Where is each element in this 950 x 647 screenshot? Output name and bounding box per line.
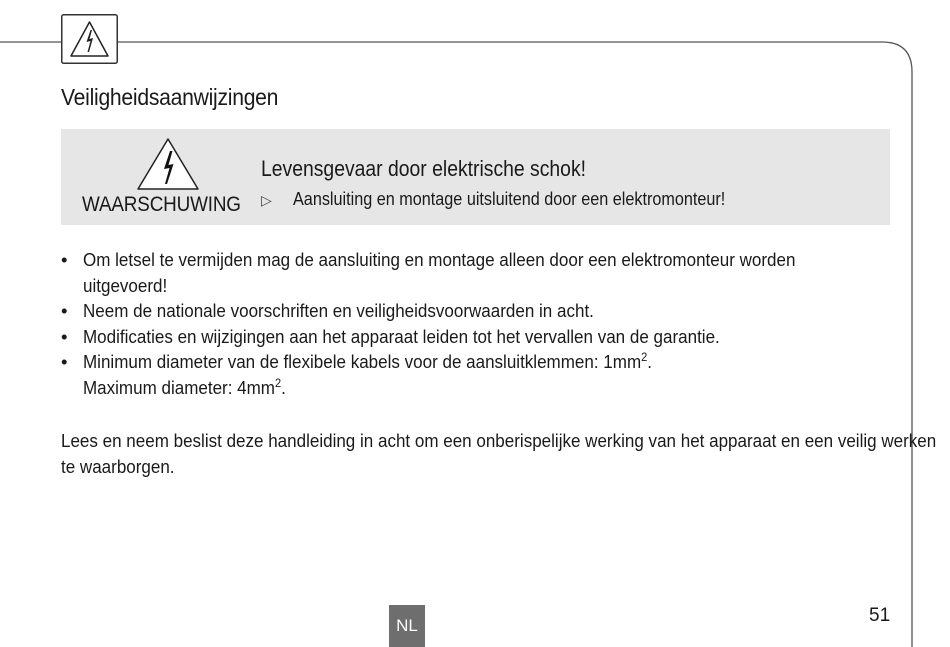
language-badge: NL: [389, 605, 425, 647]
instructions-paragraph: Lees en neem beslist deze handleiding in acht om een onberispelijke werking van het apparaat en een veilig werken te waarborgen.: [61, 430, 937, 477]
list-item-text-continued: [83, 375, 893, 401]
list-item: [61, 324, 901, 350]
warning-instruction-text: Aansluiting en montage uitsluitend door een elektromonteur!: [293, 189, 726, 209]
min-diameter-superscript: 2: [641, 349, 648, 364]
list-item: [61, 247, 901, 298]
safety-bullet-list: [61, 247, 901, 400]
list-item: [61, 298, 901, 324]
electric-hazard-triangle-icon: [136, 137, 200, 191]
list-item: [61, 349, 901, 400]
list-item-text: [83, 349, 893, 375]
warning-box: [61, 129, 890, 225]
warning-instruction: [261, 189, 773, 210]
min-diameter-text: Minimum diameter van de flexibele kabels voor de aansluitklemmen: 1mm: [83, 351, 642, 372]
max-diameter-superscript: 2: [274, 375, 282, 390]
electric-hazard-icon: [61, 14, 118, 64]
min-diameter-period: .: [647, 351, 653, 372]
triangle-right-outline-icon: ▷: [261, 192, 272, 208]
list-item-text: • Neem de nationale voorschriften en veiligheidsvoorwaarden in acht.: [83, 300, 594, 321]
section-title: Veiligheidsaanwijzingen: [61, 84, 279, 110]
page-number: 51: [869, 605, 891, 626]
warning-headline: Levensgevaar door elektrische schok!: [261, 156, 587, 181]
list-item-text: • Modificaties en wijzigingen aan het apparaat leiden tot het vervallen van de garantie.: [83, 325, 720, 347]
max-diameter-period: .: [281, 376, 286, 398]
list-item-text: • Om letsel te vermijden mag de aansluiting en montage alleen door een elektromonteur worden: [83, 249, 796, 270]
warning-label: WAARSCHUWING: [82, 193, 241, 216]
list-item-text-continued: uitgevoerd!: [83, 274, 168, 296]
max-diameter-text: Maximum diameter: 4mm: [83, 376, 275, 398]
